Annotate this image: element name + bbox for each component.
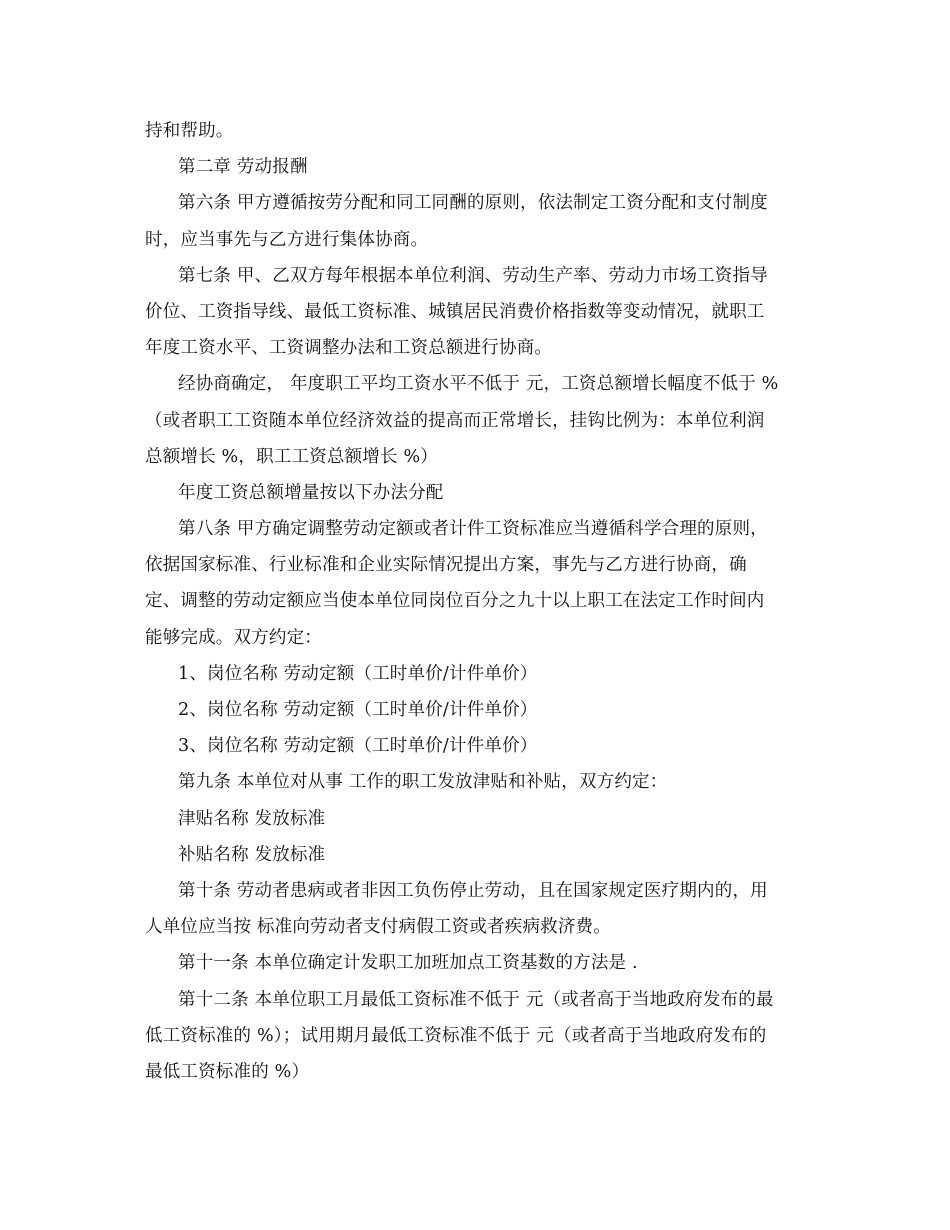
text-line: 补贴名称 发放标准 <box>178 844 326 865</box>
text-line: 经协商确定， 年度职工平均工资水平不低于 元，工资总额增长幅度不低于 % <box>178 374 779 395</box>
text-line: 总额增长 %，职工工资总额增长 %） <box>145 446 438 467</box>
text-line: 最低工资标准的 %） <box>145 1061 310 1082</box>
text-line: 第七条 甲、乙双方每年根据本单位利润、劳动生产率、劳动力市场工资指导 <box>178 265 768 286</box>
text-line: 第六条 甲方遵循按劳分配和同工同酬的原则，依法制定工资分配和支付制度 <box>178 193 768 214</box>
text-line: 第十条 劳动者患病或者非因工负伤停止劳动，且在国家规定医疗期内的，用 <box>178 880 768 901</box>
text-line: 持和帮助。 <box>145 121 234 141</box>
text-line: 第九条 本单位对从事 工作的职工发放津贴和补贴，双方约定： <box>178 772 668 793</box>
text-line: 年度工资总额增量按以下办法分配 <box>178 482 444 503</box>
text-line: 第八条 甲方确定调整劳动定额或者计件工资标准应当遵循科学合理的原则， <box>178 519 768 540</box>
text-line: 能够完成。双方约定： <box>145 627 322 648</box>
text-line: （或者职工工资随本单位经济效益的提高而正常增长，挂钩比例为：本单位利润 <box>145 410 765 431</box>
list-item: 2、岗位名称 劳动定额（工时单价/计件单价） <box>178 700 538 720</box>
text-line: 价位、工资指导线、最低工资标准、城镇居民消费价格指数等变动情况，就职工 <box>145 301 765 322</box>
chapter-heading: 第二章 劳动报酬 <box>178 157 308 178</box>
text-line: 第十一条 本单位确定计发职工加班加点工资基数的方法是 . <box>178 953 638 974</box>
text-line: 人单位应当按 标准向劳动者支付病假工资或者疾病救济费。 <box>145 917 611 938</box>
text-line: 依据国家标准、行业标准和企业实际情况提出方案，事先与乙方进行协商，确 <box>145 555 747 576</box>
text-line: 定、调整的劳动定额应当使本单位同岗位百分之九十以上职工在法定工作时间内 <box>145 591 765 612</box>
list-item: 1、岗位名称 劳动定额（工时单价/计件单价） <box>178 663 538 684</box>
list-item: 3、岗位名称 劳动定额（工时单价/计件单价） <box>178 736 538 757</box>
text-line: 年度工资水平、工资调整办法和工资总额进行协商。 <box>145 338 553 359</box>
text-line: 第十二条 本单位职工月最低工资标准不低于 元（或者高于当地政府发布的最 <box>178 989 774 1010</box>
text-line: 时，应当事先与乙方进行集体协商。 <box>145 229 429 250</box>
document-body <box>145 113 810 1090</box>
text-line: 津贴名称 发放标准 <box>178 808 326 829</box>
text-line: 低工资标准的 %）；试用期月最低工资标准不低于 元（或者高于当地政府发布的 <box>145 1025 767 1046</box>
